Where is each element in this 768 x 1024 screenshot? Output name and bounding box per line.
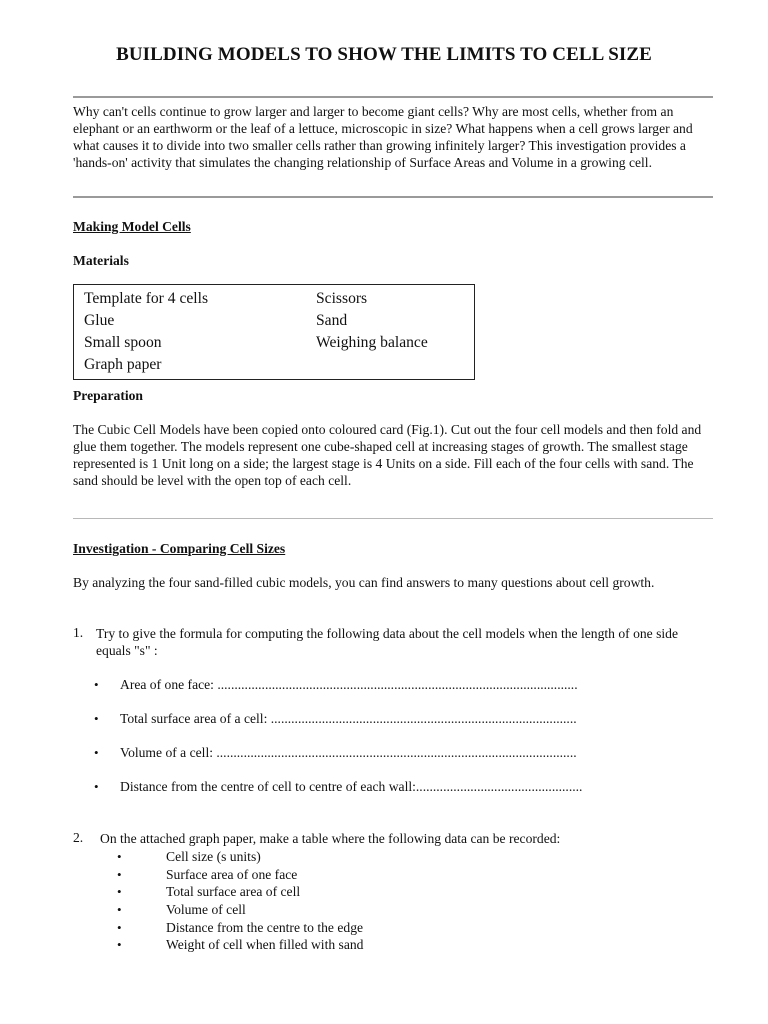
investigation-heading: Investigation - Comparing Cell Sizes: [73, 541, 286, 556]
q2-list-item: [117, 936, 517, 954]
material-item: Sand: [316, 312, 348, 329]
bullet-icon: •: [117, 866, 122, 882]
q1-item-text: Distance from the centre of cell to centre of each wall:.................................................: [120, 779, 583, 794]
question-1-number: 1.: [73, 625, 84, 640]
top-divider: [73, 96, 713, 98]
material-item: Weighing balance: [316, 334, 428, 351]
q2-list-item: [117, 883, 517, 901]
section-divider: [73, 518, 713, 519]
material-item: Glue: [84, 312, 115, 329]
making-model-cells-heading: Making Model Cells: [73, 219, 191, 234]
intro-paragraph: Why can't cells continue to grow larger and larger to become giant cells? Why are most cells, whether from an elephant or an earthworm or the leaf of a lettuce, microscopic in size? What happens when a cell grows larger and what causes it to divide into two smaller cells rather than growing infinitely larger? This investigation provides a 'hands-on' activity that simulates the changing relationship of Surface Areas and Volume in a growing cell.: [73, 104, 693, 170]
q1-list-item: [94, 745, 694, 763]
q2-list: [117, 848, 517, 958]
q1-list-item: [94, 779, 694, 797]
q1-list-item: [94, 711, 694, 729]
preparation-heading: Preparation: [73, 388, 143, 403]
bullet-icon: •: [117, 902, 122, 918]
material-item: Small spoon: [84, 334, 162, 351]
bullet-icon: •: [94, 745, 99, 760]
intro-divider: [73, 196, 713, 198]
material-item: Scissors: [316, 290, 368, 307]
q2-item-text: Volume of cell: [166, 902, 246, 918]
q1-list-item: [94, 677, 694, 695]
page-title: BUILDING MODELS TO SHOW THE LIMITS TO CELL SIZE: [116, 44, 652, 65]
bullet-icon: •: [94, 711, 99, 726]
q2-list-item: [117, 866, 517, 884]
preparation-paragraph: The Cubic Cell Models have been copied onto coloured card (Fig.1). Cut out the four cell models and then fold and glue them together. The models represent one cube-shaped cell at increasing stages of growth. The smallest stage represented is 1 Unit long on a side; the largest stage is 4 Units on a side. Fill each of the four cells with sand. The sand should be level with the open top of each cell.: [73, 422, 702, 488]
bullet-icon: •: [117, 849, 122, 864]
q2-item-text: Weight of cell when filled with sand: [166, 937, 364, 953]
bullet-icon: •: [94, 779, 99, 794]
q2-item-text: Total surface area of cell: [166, 884, 301, 900]
question-2-text: On the attached graph paper, make a table where the following data can be recorded:: [100, 831, 561, 846]
q1-item-text: Total surface area of a cell: ..........................................................................................: [120, 711, 577, 726]
q1-item-text: Volume of a cell: ..........................................................................................................: [120, 745, 577, 760]
materials-heading: Materials: [73, 253, 129, 268]
q2-item-text: Surface area of one face: [166, 866, 298, 882]
q2-list-item: [117, 919, 517, 937]
bullet-icon: •: [117, 919, 122, 935]
material-item: Graph paper: [84, 356, 162, 373]
q1-item-text: Area of one face: ..........................................................................................................: [120, 677, 578, 692]
q2-list-item: [117, 848, 517, 866]
q2-item-text: Distance from the centre to the edge: [166, 919, 364, 935]
bullet-icon: •: [94, 677, 99, 692]
bullet-icon: •: [117, 937, 122, 953]
bullet-icon: •: [117, 884, 122, 900]
q2-list-item: [117, 901, 517, 919]
q2-item-text: Cell size (s units): [166, 849, 261, 864]
investigation-intro: By analyzing the four sand-filled cubic models, you can find answers to many questions about cell growth.: [73, 575, 655, 590]
materials-box: [73, 284, 475, 380]
material-item: Template for 4 cells: [84, 290, 209, 307]
question-2-number: 2.: [73, 830, 84, 845]
question-1-text: Try to give the formula for computing the following data about the cell models when the length of one side equals "s" :: [96, 626, 679, 658]
